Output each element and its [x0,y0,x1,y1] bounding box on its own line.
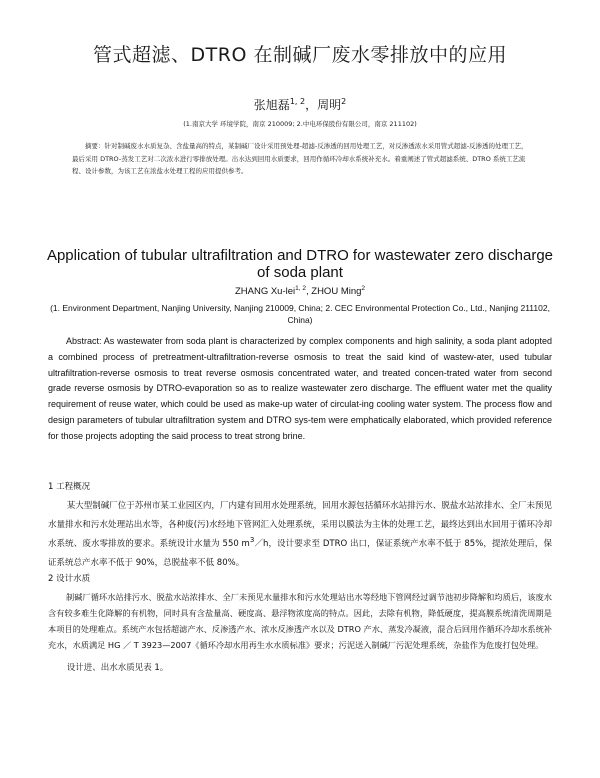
chinese-authors [0,96,600,113]
chinese-affiliation: (1.南京大学 环境学院，南京 210009; 2.中电环保股份有限公司，南京 211102) [183,120,417,128]
chinese-abstract: 摘要：针对制碱废水水质复杂、含盐量高的特点，某制碱厂设计采用预处理-超滤-反渗透的回用处理工艺，对反渗透浓水采用管式超滤-反渗透的处理工艺，最后采用 DTRO-蒸发工艺对二次浓水进行零排放处理。出水达到回用水质要求，回用作循环冷却水系统补充水。着重阐述了管式超滤系统、DTRO 系统工艺流程、设计参数，为该工艺在浓盐水处理工程的应用提供参考。 [72,142,528,175]
author-2-name-en: ZHOU Ming [311,286,362,297]
english-affiliation: (1. Environment Department, Nanjing University, Nanjing 210009, China; 2. CEC Environmental Protection Co., Ltd., Nanjing 211102, China) [50,303,550,325]
section-2-table-reference: 设计进、出水水质见表 1。 [66,663,169,673]
section-1-paragraph [48,497,552,573]
section-1-text: 某大型制碱厂位于苏州市某工业园区内，厂内建有回用水处理系统，回用水源包括循环水站排污水、脱盐水站浓排水、全厂未预见水量排水和污水处理站出水等，各种废(污)水经地下管网汇入处理系统，采用以膜法为主体的处理工艺，最终达到出水回用于循环冷却水系统、废水零排放的要求。系统设计水量为 550 m [48,501,552,549]
author-1-affiliation-mark-en: 1, 2 [295,284,306,292]
author-1-name-en: ZHANG Xu-lei [234,286,296,297]
author-separator-en: , [305,286,312,297]
author-2-name: 周明 [317,98,342,112]
section-1-text-tail: ／h，设计要求至 DTRO 出口，保证系统产水率不低于 85%，提浓处理后，保证系统总产水率不低于 90%，总脱盐率不低 80%。 [48,539,552,568]
author-1-name: 张旭磊 [253,98,290,112]
author-2-affiliation-mark: 2 [341,97,347,106]
english-title: Application of tubular ultrafiltration and DTRO for wastewater zero discharge of soda plant [46,247,554,281]
section-2-paragraph: 制碱厂循环水站排污水、脱盐水站浓排水、全厂未预见水量排水和污水处理站出水等经地下管网经过调节池初步降解和均质后，该废水含有较多难生化降解的有机物，同时具有含盐量高、硬度高、悬浮物浓度高的特点。因此，去除有机物，降低硬度，提高膜系统清洗周期是本项目的处理难点。系统产水包括超滤产水、反渗透产水、浓水反渗透产水以及 DTRO 产水、蒸发冷凝液，混合后回用作循环冷却水系统补充水，水质满足 HG ／ T 3923—2007《循环冷却水用再生水水质标准》要求；污泥送入制碱厂污泥处理系统，杂盐作为危废打包处理。 [48,592,552,650]
section-2-heading: 2 设计水质 [48,574,91,584]
chinese-title: 管式超滤、DTRO 在制碱厂废水零排放中的应用 [93,44,507,66]
author-separator: ， [305,98,318,112]
english-authors [0,286,600,297]
english-abstract: Abstract: As wastewater from soda plant is characterized by complex components and high salinity, a soda plant adopted a combined process of pretreatment-ultrafiltration-reverse osmosis to treat the said kind of wastew-ater, used tubular ultrafiltration-reverse osmosis to treat reverse osmosis concentrated water, and treated concen-trated water from second grade reverse osmosis by DTRO-evaporation so as to realize wastewater zero discharge. The effluent water met the quality requirement of reuse water, which could be used as make-up water of circulat-ing cooling water system. The process flow and design parameters of tubular ultrafiltration system and DTRO sys-tem were emphatically elaborated, which provided reference for those projects adopting the said process to treat strong brine. [48,336,552,441]
author-2-affiliation-mark-en: 2 [361,284,366,292]
author-1-affiliation-mark: 1, 2 [289,97,306,106]
unit-superscript: 3 [249,535,255,545]
section-1-heading: 1 工程概况 [48,482,91,492]
